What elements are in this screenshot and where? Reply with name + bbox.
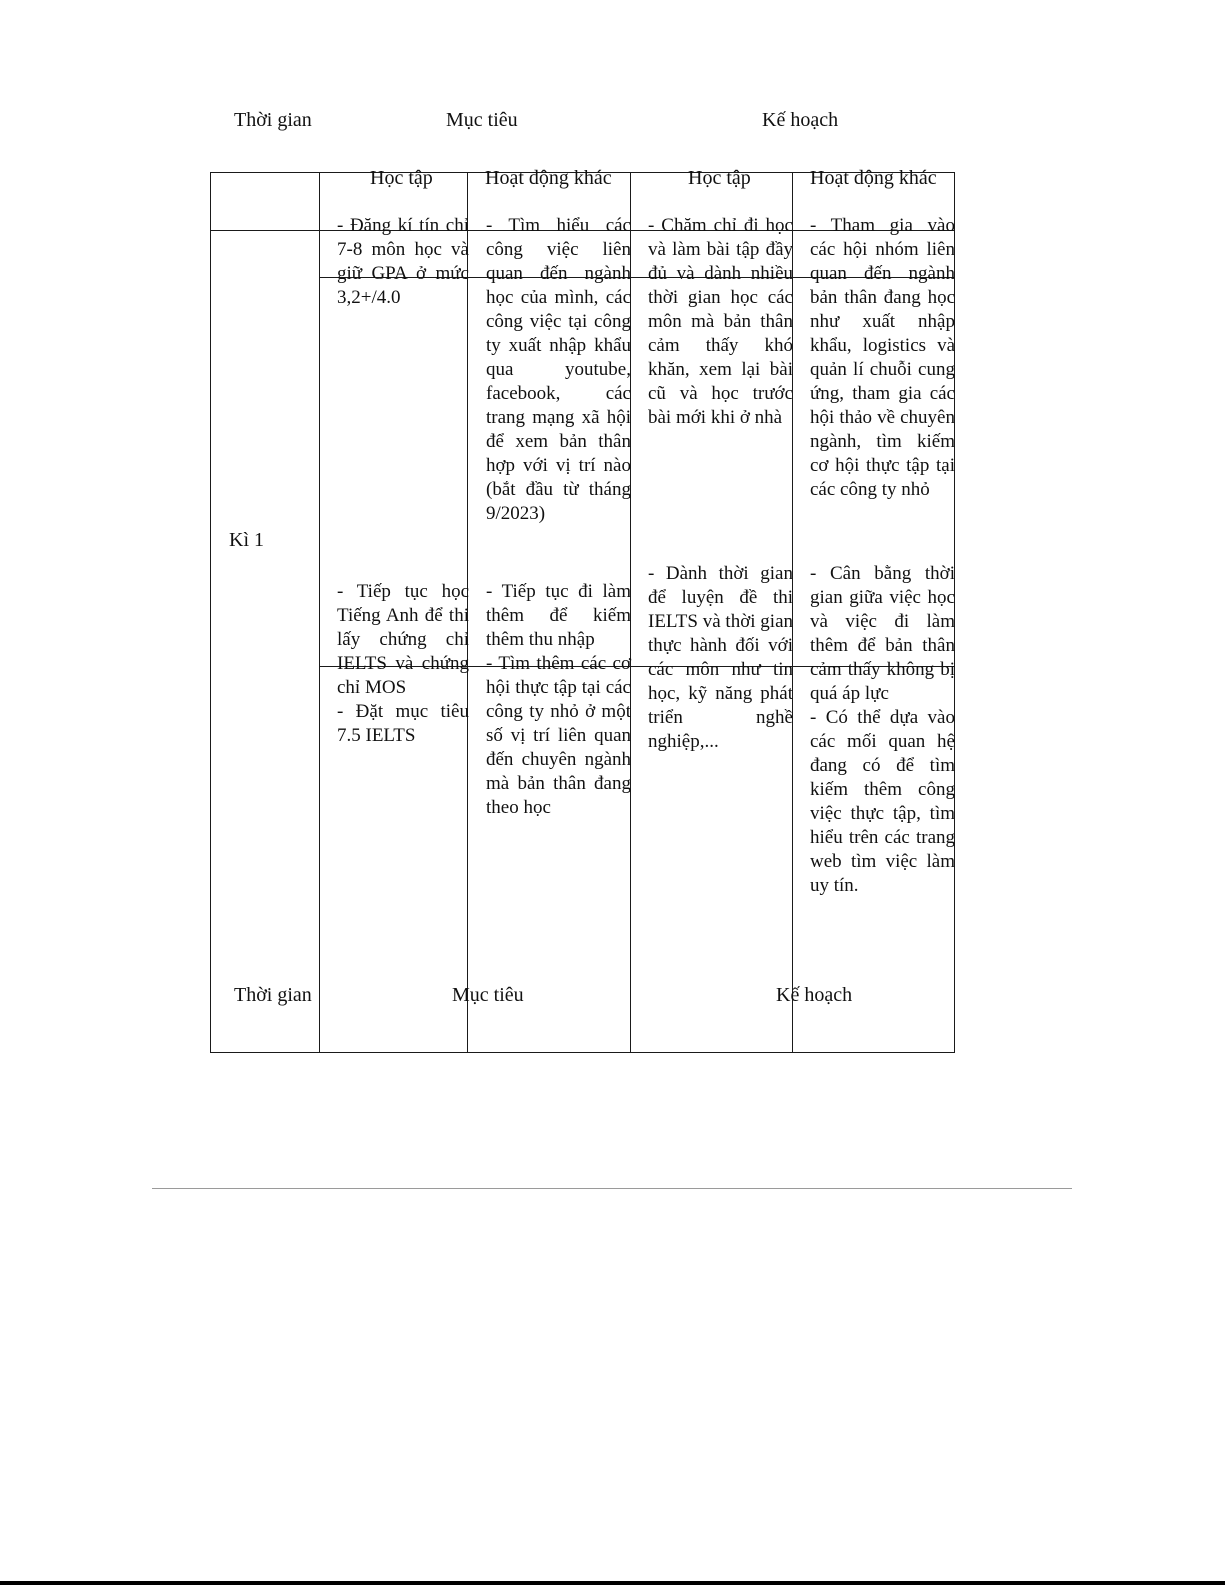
subheader-plan-study: Học tập <box>688 167 751 189</box>
table-column-divider <box>319 172 320 1052</box>
header-time: Thời gian <box>234 109 312 131</box>
goal-other-item: - Tìm hiểu các công việc liên quan đến ngành học của mình, các công việc tại công ty xuất nhập khẩu qua youtube, facebook, các trang mạng xã hội để xem bản thân hợp với vị trí nào (bắt đầu từ tháng 9/2023) <box>486 215 631 524</box>
plan-other-item: - Cân bằng thời gian giữa việc học và việc đi làm thêm để bản thân cảm thấy không bị quá áp lực - Có thể dựa vào các mối quan hệ đang có để tìm kiếm thêm công việc thực tập, tìm hiểu trên các trang web tìm việc làm uy tín. <box>810 563 955 896</box>
subheader-goal-other: Hoạt động khác <box>485 167 612 189</box>
subheader-plan-other: Hoạt động khác <box>810 167 937 189</box>
plan-other-item: - Tham gia vào các hội nhóm liên quan đến ngành bản thân đang học như xuất nhập khẩu, logistics và quản lí chuỗi cung ứng, tham gia các hội thảo về chuyên ngành, tìm kiếm cơ hội thực tập tại các công ty nhỏ <box>810 215 955 500</box>
page-separator <box>152 1188 1072 1189</box>
goal-study-item: - Tiếp tục học Tiếng Anh để thi lấy chứng chỉ IELTS và chứng chỉ MOS - Đặt mục tiêu 7.5 IELTS <box>337 581 469 746</box>
page-bottom-edge <box>0 1581 1225 1585</box>
header-goal: Mục tiêu <box>446 109 518 131</box>
plan-study-item: - Chăm chỉ đi học và làm bài tập đầy đủ và dành nhiều thời gian học các môn mà bản thân cảm thấy khó khăn, xem lại bài cũ và học trước bài mới khi ở nhà <box>648 215 793 428</box>
goal-other-item: - Tiếp tục đi làm thêm để kiếm thêm thu nhập - Tìm thêm các cơ hội thực tập tại các công ty nhỏ ở một số vị trí liên quan đến chuyên ngành mà bản thân đang theo học <box>486 581 631 818</box>
goal-study-item: - Đăng kí tín chỉ 7-8 môn học và giữ GPA ở mức 3,2+/4.0 <box>337 215 469 308</box>
table-border-left <box>210 172 211 1052</box>
subheader-goal-study: Học tập <box>370 167 433 189</box>
header-plan: Kế hoạch <box>762 109 839 131</box>
footer-header-time: Thời gian <box>234 984 312 1006</box>
footer-header-goal: Mục tiêu <box>452 984 524 1006</box>
plan-study-item: - Dành thời gian để luyện đề thi IELTS và thời gian thực hành đối với các môn như tin học, kỹ năng phát triển nghề nghiệp,... <box>648 563 793 752</box>
table-border-bottom <box>210 1052 955 1053</box>
footer-header-plan: Kế hoạch <box>776 984 853 1006</box>
term-label: Kì 1 <box>229 529 264 551</box>
